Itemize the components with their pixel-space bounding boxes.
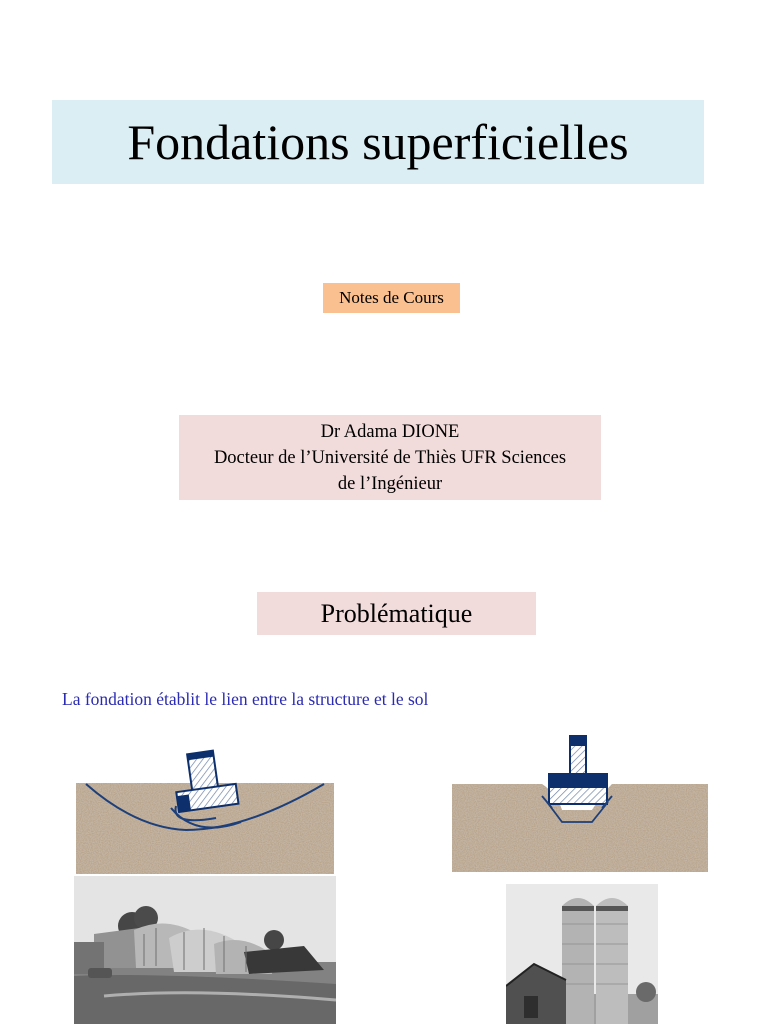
subtitle-badge [323, 283, 460, 313]
vertical-footing-diagram [452, 734, 708, 872]
footing-upright [549, 736, 607, 804]
title-banner [52, 100, 704, 184]
intro-sentence: La fondation établit le lien entre la structure et le sol [62, 689, 429, 709]
author-block [179, 415, 601, 500]
page-title: Fondations superficielles [127, 114, 629, 170]
author-affiliation-line2: de l’Ingénieur [337, 473, 443, 494]
section-heading-box [257, 592, 536, 635]
silos-photo [506, 884, 658, 1024]
author-name: Dr Adama DIONE [320, 421, 460, 442]
tilted-footing-diagram [76, 748, 334, 874]
author-affiliation-line1: Docteur de l’Université de Thiès UFR Sciences [213, 447, 567, 468]
footing-tilted [171, 748, 238, 812]
section-heading: Problématique [320, 598, 473, 628]
subtitle-label: Notes de Cours [339, 288, 444, 307]
collapsed-building-photo [74, 876, 336, 1024]
trees [636, 982, 656, 1002]
